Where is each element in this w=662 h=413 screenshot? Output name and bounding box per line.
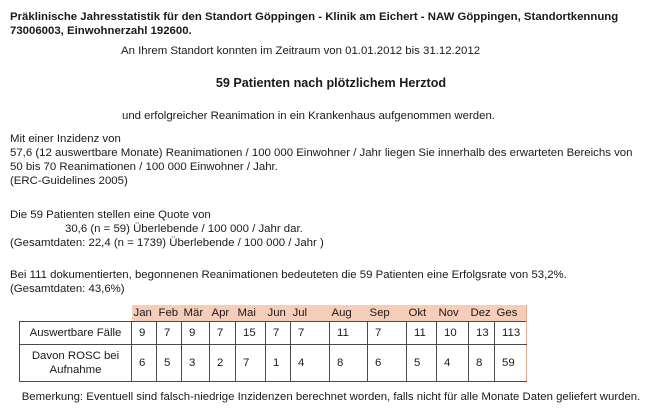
table-cell: 7	[210, 322, 236, 345]
month-header: Jan	[132, 305, 157, 322]
month-header: Feb	[157, 305, 182, 322]
table-cell: 5	[157, 345, 182, 382]
row-label: Auswertbare Fälle	[20, 322, 132, 345]
table-cell: 6	[368, 345, 407, 382]
report-title: Präklinische Jahresstatistik für den Standort Göppingen - Klinik am Eichert - NAW Göppingen, Standortkennung 73006003, Einwohnerzahl 192600.	[10, 11, 619, 37]
total-cell: 113	[495, 322, 527, 345]
table-cell: 3	[182, 345, 210, 382]
table-cell: 11	[330, 322, 368, 345]
monthly-statistics-table	[19, 305, 527, 382]
incidence-source: (ERC-Guidelines 2005)	[10, 175, 128, 187]
month-header: Mai	[236, 305, 266, 322]
table-cell: 6	[132, 345, 157, 382]
table-cell: 2	[210, 345, 236, 382]
month-header: Sep	[368, 305, 407, 322]
month-header: Nov	[437, 305, 469, 322]
total-header: Ges	[495, 305, 527, 322]
table-cell: 15	[236, 322, 266, 345]
month-header: Okt	[407, 305, 437, 322]
month-header: Aug	[330, 305, 368, 322]
month-header: Dez	[469, 305, 495, 322]
table-cell: 7	[266, 322, 291, 345]
quote-line: Die 59 Patienten stellen eine Quote von	[10, 209, 211, 221]
table-cell: 7	[236, 345, 266, 382]
table-corner	[20, 305, 132, 322]
table-cell: 13	[469, 322, 495, 345]
table-cell: 11	[407, 322, 437, 345]
success-rate-paragraph	[10, 268, 567, 296]
admission-text: und erfolgreicher Reanimation in ein Krankenhaus aufgenommen werden.	[122, 110, 495, 122]
table-cell: 4	[437, 345, 469, 382]
table-cell: 8	[330, 345, 368, 382]
table-cell: 7	[291, 322, 330, 345]
table-cell: 7	[157, 322, 182, 345]
quote-paragraph	[10, 208, 324, 250]
incidence-line: 50 bis 70 Reanimationen / 100 000 Einwohner / Jahr.	[10, 161, 278, 173]
table-cell: 9	[132, 322, 157, 345]
month-header-row	[20, 305, 527, 322]
remark-note: Bemerkung: Eventuell sind falsch-niedrige Inzidenzen berechnet worden, falls nicht für alle Monate Daten geliefert wurden.	[21, 391, 641, 403]
incidence-paragraph	[10, 132, 632, 188]
month-header: Mär	[182, 305, 210, 322]
intro-text: An Ihrem Standort konnten im Zeitraum von 01.01.2012 bis 31.12.2012	[121, 45, 481, 57]
table-cell: 10	[437, 322, 469, 345]
table-cell: 4	[291, 345, 330, 382]
table-cell: 1	[266, 345, 291, 382]
table-cell: 5	[407, 345, 437, 382]
quote-value: 30,6 (n = 59) Überlebende / 100 000 / Jahr dar.	[65, 223, 303, 235]
rate-line: Bei 111 dokumentierten, begonnenen Reanimationen bedeuteten die 59 Patienten eine Erfolgsrate von 53,2%.	[10, 269, 567, 281]
table-cell: 8	[469, 345, 495, 382]
total-cell: 59	[495, 345, 527, 382]
rate-total: (Gesamtdaten: 43,6%)	[10, 283, 125, 295]
table-row	[20, 322, 527, 345]
month-header: Jul	[291, 305, 330, 322]
quote-total: (Gesamtdaten: 22,4 (n = 1739) Überlebende / 100 000 / Jahr )	[10, 237, 324, 249]
incidence-line: 57,6 (12 auswertbare Monate) Reanimationen / 100 000 Einwohner / Jahr liegen Sie innerhalb des erwarteten Bereichs von	[10, 147, 633, 159]
table-row	[20, 345, 527, 382]
row-label: Davon ROSC bei Aufnahme	[20, 345, 132, 382]
table-cell: 9	[182, 322, 210, 345]
month-header: Jun	[266, 305, 291, 322]
headline: 59 Patienten nach plötzlichem Herztod	[215, 76, 447, 90]
incidence-line: Mit einer Inzidenz von	[10, 133, 121, 145]
table-cell: 7	[368, 322, 407, 345]
month-header: Apr	[210, 305, 236, 322]
